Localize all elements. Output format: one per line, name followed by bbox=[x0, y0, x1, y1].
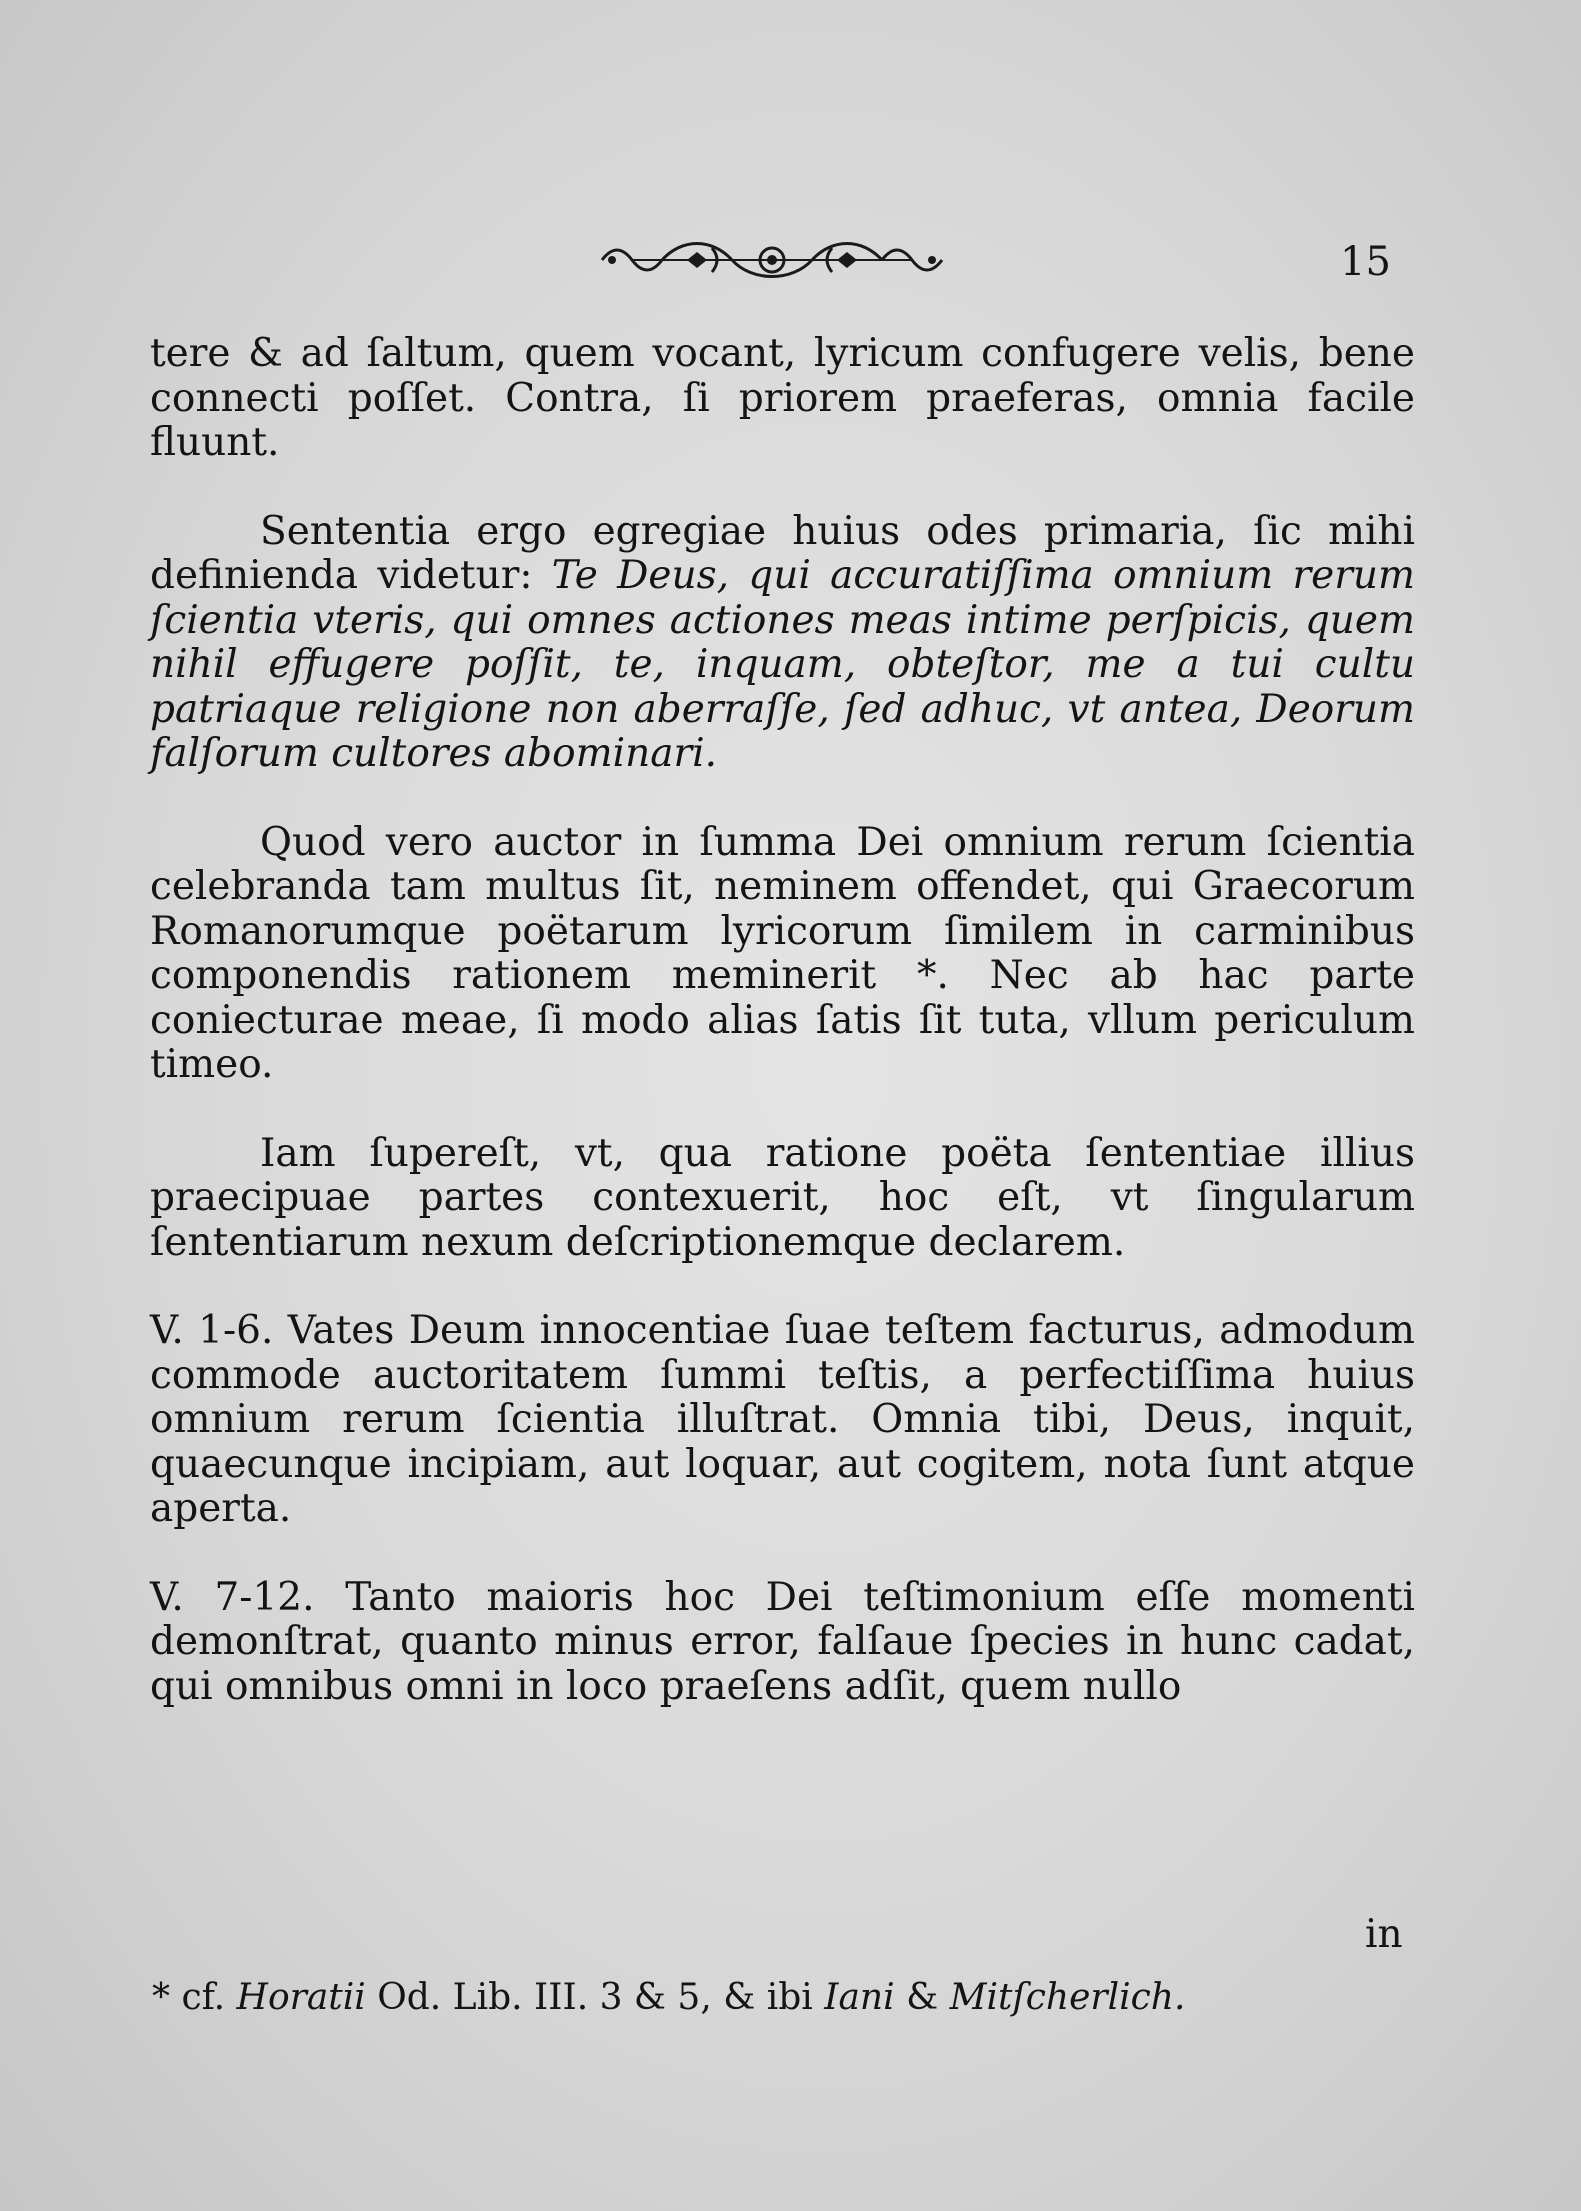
footnote-editor-2: Mitſcherlich. bbox=[949, 1977, 1186, 2018]
footnote-amp: & bbox=[906, 1977, 939, 2018]
body-text bbox=[150, 332, 1415, 1753]
catchword: in bbox=[1365, 1912, 1403, 1957]
paragraph-2-lead: Sententia ergo egregiae huius odes primaria, ſic mihi definienda videtur: bbox=[150, 508, 1415, 598]
paragraph-2-italic: Te Deus, qui accuratiſſima omnium rerum ſcientia vteris, qui omnes actiones meas intime perſpicis, quem nihil effugere poſſit, te, inquam, obteſtor, me a tui cultu patriaque religione non aberraſſe, ſed adhuc, vt antea, Deorum falſorum cultores abominari. bbox=[150, 553, 1415, 776]
footnote-marker: * cf. bbox=[152, 1977, 226, 2018]
paragraph-2 bbox=[150, 510, 1415, 777]
paragraph-1: tere & ad ſaltum, quem vocant, lyricum confugere velis, bene connecti poſſet. Contra, ſi priorem praeferas, omnia facile fluunt. bbox=[150, 331, 1415, 465]
paragraph-5: V. 1-6. Vates Deum innocentiae ſuae teſtem facturus, admodum commode auctoritatem ſummi teſtis, a perfectiſſima huius omnium rerum ſcientia illuſtrat. Omnia tibi, Deus, inquit, quaecunque incipiam, aut loquar, aut cogitem, nota ſunt atque aperta. bbox=[150, 1308, 1415, 1531]
footnote-ref: Od. Lib. III. 3 & 5, & ibi bbox=[377, 1977, 813, 2018]
footnote bbox=[152, 1976, 1185, 2020]
ornament-headpiece-icon bbox=[592, 230, 952, 290]
footnote-editor-1: Iani bbox=[824, 1977, 895, 2018]
footnote-author: Horatii bbox=[236, 1977, 366, 2018]
page-header bbox=[0, 222, 1581, 302]
paragraph-4: Iam ſupereſt, vt, qua ratione poëta ſententiae illius praecipuae partes contexuerit, hoc eſt, vt ſingularum ſententiarum nexum deſcriptionemque declarem. bbox=[150, 1130, 1415, 1265]
page-number: 15 bbox=[1340, 239, 1391, 285]
paragraph-6: V. 7-12. Tanto maioris hoc Dei teſtimonium eſſe momenti demonſtrat, quanto minus error, falſaue ſpecies in hunc cadat, qui omnibus omni in loco praeſens adſit, quem nullo bbox=[150, 1574, 1415, 1709]
paragraph-3: Quod vero auctor in ſumma Dei omnium rerum ſcientia celebranda tam multus ſit, neminem offendet, qui Graecorum Romanorumque poëtarum lyricorum ſimilem in carminibus componendis rationem meminerit *. Nec ab hac parte coniecturae meae, ſi modo alias ſatis ſit tuta, vllum periculum timeo. bbox=[150, 819, 1415, 1087]
